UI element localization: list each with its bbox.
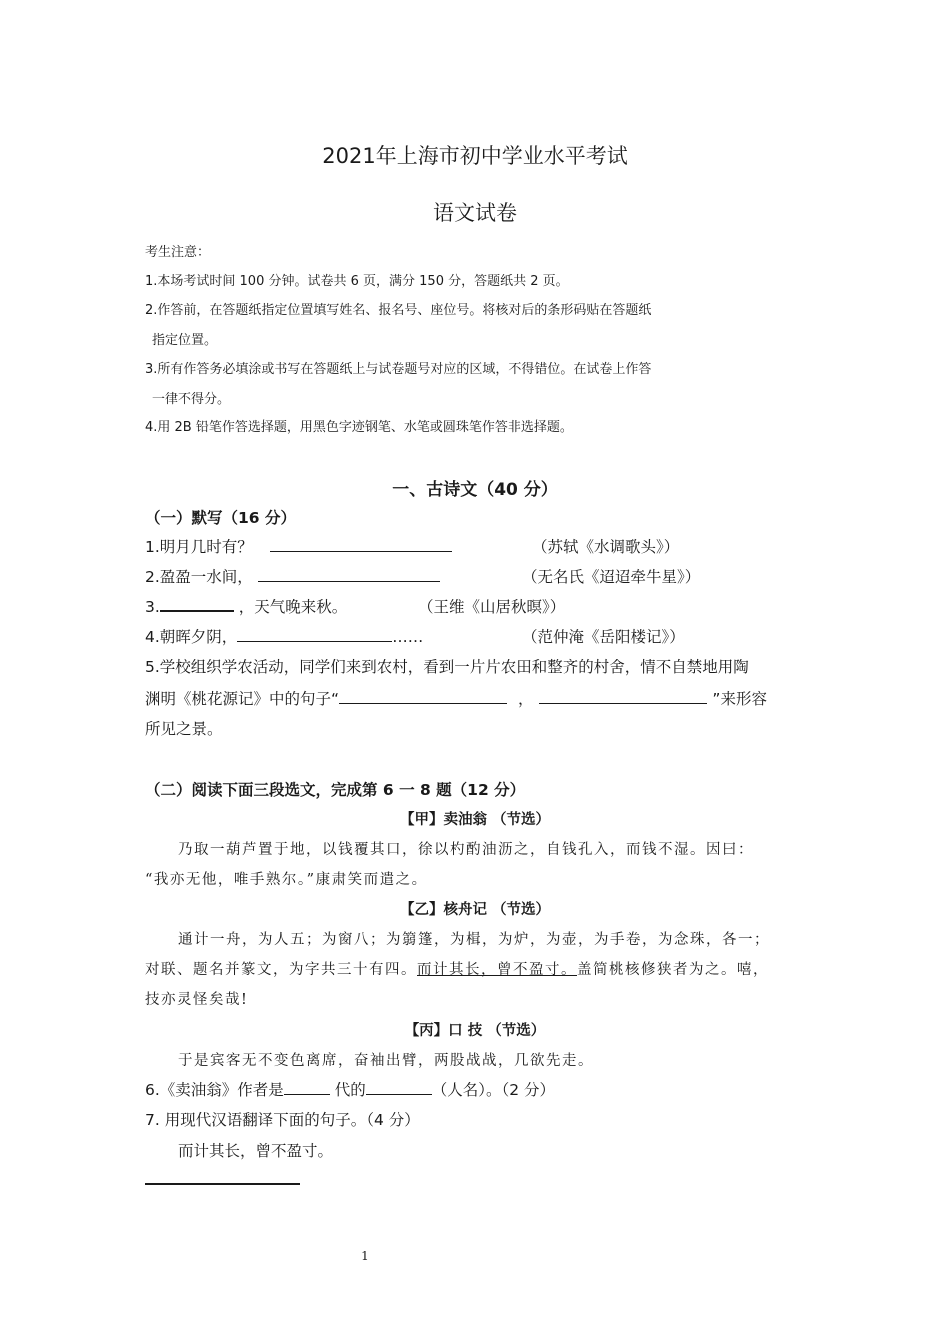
question-1 xyxy=(145,535,452,557)
question-7: 7. 用现代汉语翻译下面的句子。（4 分） xyxy=(145,1111,420,1129)
q6-text-a: 6.《卖油翁》作者是 xyxy=(145,1081,284,1099)
q3-answer-blank[interactable] xyxy=(160,596,234,612)
q1-text: 1.明月几时有？ xyxy=(145,538,253,556)
q6-answer-blank-1[interactable] xyxy=(284,1080,330,1095)
q6-answer-blank-2[interactable] xyxy=(366,1080,432,1095)
question-3 xyxy=(145,595,347,617)
q2-source: （无名氏《迢迢牵牛星》） xyxy=(522,568,701,586)
notice-item-1: 1.本场考试时间 100 分钟。试卷共 6 页，满分 150 分，答题纸共 2 页。 xyxy=(145,274,569,289)
q4-text: 4.朝晖夕阴， xyxy=(145,628,238,646)
passage-yi-line-1: 通计一舟，为人五；为窗八；为篛篷，为楫，为炉，为壶，为手卷，为念珠，各一； xyxy=(178,932,770,948)
notice-item-3: 3.所有作答务必填涂或书写在答题纸上与试卷题号对应的区域，不得错位。在试卷上作答 xyxy=(145,362,652,377)
passage-bing-title: 【丙】口 技 （节选） xyxy=(404,1022,546,1039)
part2-title: （二）阅读下面三段选文，完成第 6 一 8 题（12 分） xyxy=(145,781,526,799)
q1-answer-blank[interactable] xyxy=(270,537,452,552)
q5-text-a: 渊明《桃花源记》中的句子“ xyxy=(145,690,340,708)
question-2 xyxy=(145,565,440,587)
q5-text-b: ”来形容 xyxy=(712,690,767,708)
q2-answer-blank[interactable] xyxy=(258,567,440,582)
q4-source: （范仲淹《岳阳楼记》） xyxy=(522,628,685,646)
exam-title: 2021年上海市初中学业水平考试 xyxy=(322,144,628,168)
q1-source: （苏轼《水调歌头》） xyxy=(532,538,680,556)
q6-text-c: （人名）。（2 分） xyxy=(431,1081,556,1099)
question-6 xyxy=(145,1078,555,1100)
q3-number: 3. xyxy=(145,598,160,616)
passage-yi-title: 【乙】核舟记 （节选） xyxy=(399,901,551,918)
exam-subtitle: 语文试卷 xyxy=(433,201,517,225)
q7-sentence: 而计其长，曾不盈寸。 xyxy=(178,1142,334,1160)
section-title: 一、古诗文（40 分） xyxy=(392,480,558,500)
passage-yi-line-3: 技亦灵怪矣哉! xyxy=(145,992,249,1008)
answer-line[interactable] xyxy=(145,1183,300,1185)
passage-yi-line-2 xyxy=(145,958,769,979)
q5-line-3: 所见之景。 xyxy=(145,720,223,738)
page-number: 1 xyxy=(361,1249,369,1263)
notice-item-2: 2.作答前，在答题纸指定位置填写姓名、报名号、座位号。将核对后的条形码贴在答题纸 xyxy=(145,303,652,318)
q2-text: 2.盈盈一水间， xyxy=(145,568,253,586)
q5-line-1: 5.学校组织学农活动，同学们来到农村，看到一片片农田和整齐的村舍，情不自禁地用陶 xyxy=(145,658,749,676)
passage-bing-line-1: 于是宾客无不变色离席，奋袖出臂，两股战战，几欲先走。 xyxy=(178,1053,594,1069)
passage-jia-line-1: 乃取一葫芦置于地，以钱覆其口，徐以杓酌油沥之，自钱孔入，而钱不湿。因曰： xyxy=(178,842,754,858)
q3-text: ，天气晚来秋。 xyxy=(238,598,348,616)
yi-text-b: 盖简桃核修狭者为之。嘻， xyxy=(577,962,769,978)
q6-text-b: 代的 xyxy=(334,1081,366,1099)
q5-line-2 xyxy=(145,687,767,709)
notice-item-2-cont: 指定位置。 xyxy=(152,333,218,348)
q3-source: （王维《山居秋暝》） xyxy=(418,598,566,616)
part1-title: （一）默写（16 分） xyxy=(145,509,296,527)
q5-answer-blank-1[interactable] xyxy=(339,689,507,704)
notice-heading: 考生注意： xyxy=(145,245,211,260)
yi-text-a: 对联、题名并篆文，为字共三十有四。 xyxy=(145,962,417,978)
question-4 xyxy=(145,625,423,647)
q5-answer-blank-2[interactable] xyxy=(539,689,707,704)
q5-comma: ， xyxy=(517,690,534,708)
notice-item-3-cont: 一律不得分。 xyxy=(152,392,231,407)
yi-underlined-sentence: 而计其长，曾不盈寸。 xyxy=(417,962,577,978)
passage-jia-title: 【甲】卖油翁 （节选） xyxy=(399,811,551,828)
q4-answer-blank[interactable] xyxy=(237,627,392,642)
q4-ellipsis: …… xyxy=(392,628,424,646)
notice-item-4: 4.用 2B 铅笔作答选择题，用黑色字迹钢笔、水笔或圆珠笔作答非选择题。 xyxy=(145,420,573,435)
passage-jia-line-2: “我亦无他，唯手熟尔。”康肃笑而遣之。 xyxy=(145,872,428,888)
